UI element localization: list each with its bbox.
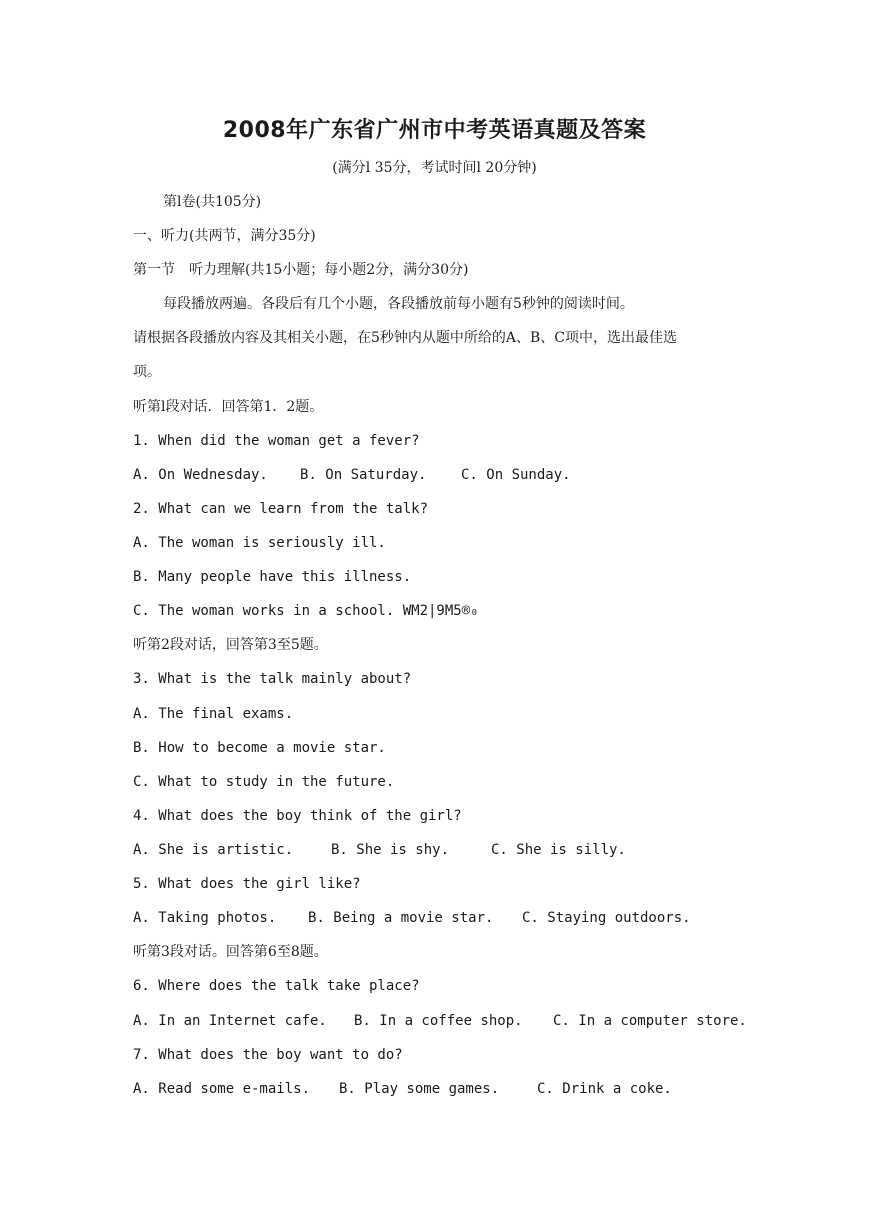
question: 6. Where does the talk take place? [133,978,420,994]
part-heading: 第一节 听力理解(共15小题；每小题2分，满分30分) [133,262,469,278]
question: 7. What does the boy want to do? [133,1047,403,1063]
dialogue-heading: 听第l段对话．回答第1．2题。 [133,399,324,415]
option: B. On Saturday. [300,467,427,483]
question: 2. What can we learn from the talk? [133,501,429,517]
question: 3. What is the talk mainly about? [133,671,412,687]
option: A. The final exams. [133,706,294,722]
option: A. Read some e-mails. [133,1081,311,1097]
option: A. The woman is seriously ill. [133,535,386,551]
instruction-line: 请根据各段播放内容及其相关小题，在5秒钟内从题中所给的A、B、C项中，选出最佳选 [133,330,678,346]
option: C. Staying outdoors. [522,910,691,926]
option: C. Drink a coke. [537,1081,672,1097]
option: A. She is artistic. [133,842,294,858]
question: 4. What does the boy think of the girl? [133,808,462,824]
question: 1. When did the woman get a fever? [133,433,420,449]
option: B. Many people have this illness. [133,569,412,585]
option: A. Taking photos. [133,910,277,926]
dialogue-heading: 听第3段对话。回答第6至8题。 [133,944,328,960]
instruction-line: 项。 [133,364,161,380]
option: B. How to become a movie star. [133,740,386,756]
volume-heading: 第l卷(共105分) [163,194,262,210]
option: C. In a computer store. [553,1013,747,1029]
option: A. In an Internet cafe. [133,1013,327,1029]
page-title: 2008年广东省广州市中考英语真题及答案 [222,118,647,143]
option: B. Being a movie star. [308,910,494,926]
dialogue-heading: 听第2段对话，回答第3至5题。 [133,637,328,653]
option: B. Play some games. [339,1081,500,1097]
question: 5. What does the girl like? [133,876,361,892]
option: A. On Wednesday. [133,467,268,483]
exam-info: (满分l 35分，考试时间l 20分钟) [332,160,537,176]
option: B. In a coffee shop. [354,1013,523,1029]
option: C. The woman works in a school. WM2|9M5®₀ [133,603,479,619]
option: C. She is silly. [491,842,626,858]
option: C. On Sunday. [461,467,571,483]
option: C. What to study in the future. [133,774,395,790]
option: B. She is shy. [331,842,450,858]
section-heading: 一、听力(共两节，满分35分) [133,228,316,244]
instruction-line: 每段播放两遍。各段后有几个小题，各段播放前每小题有5秒钟的阅读时间。 [163,296,634,312]
